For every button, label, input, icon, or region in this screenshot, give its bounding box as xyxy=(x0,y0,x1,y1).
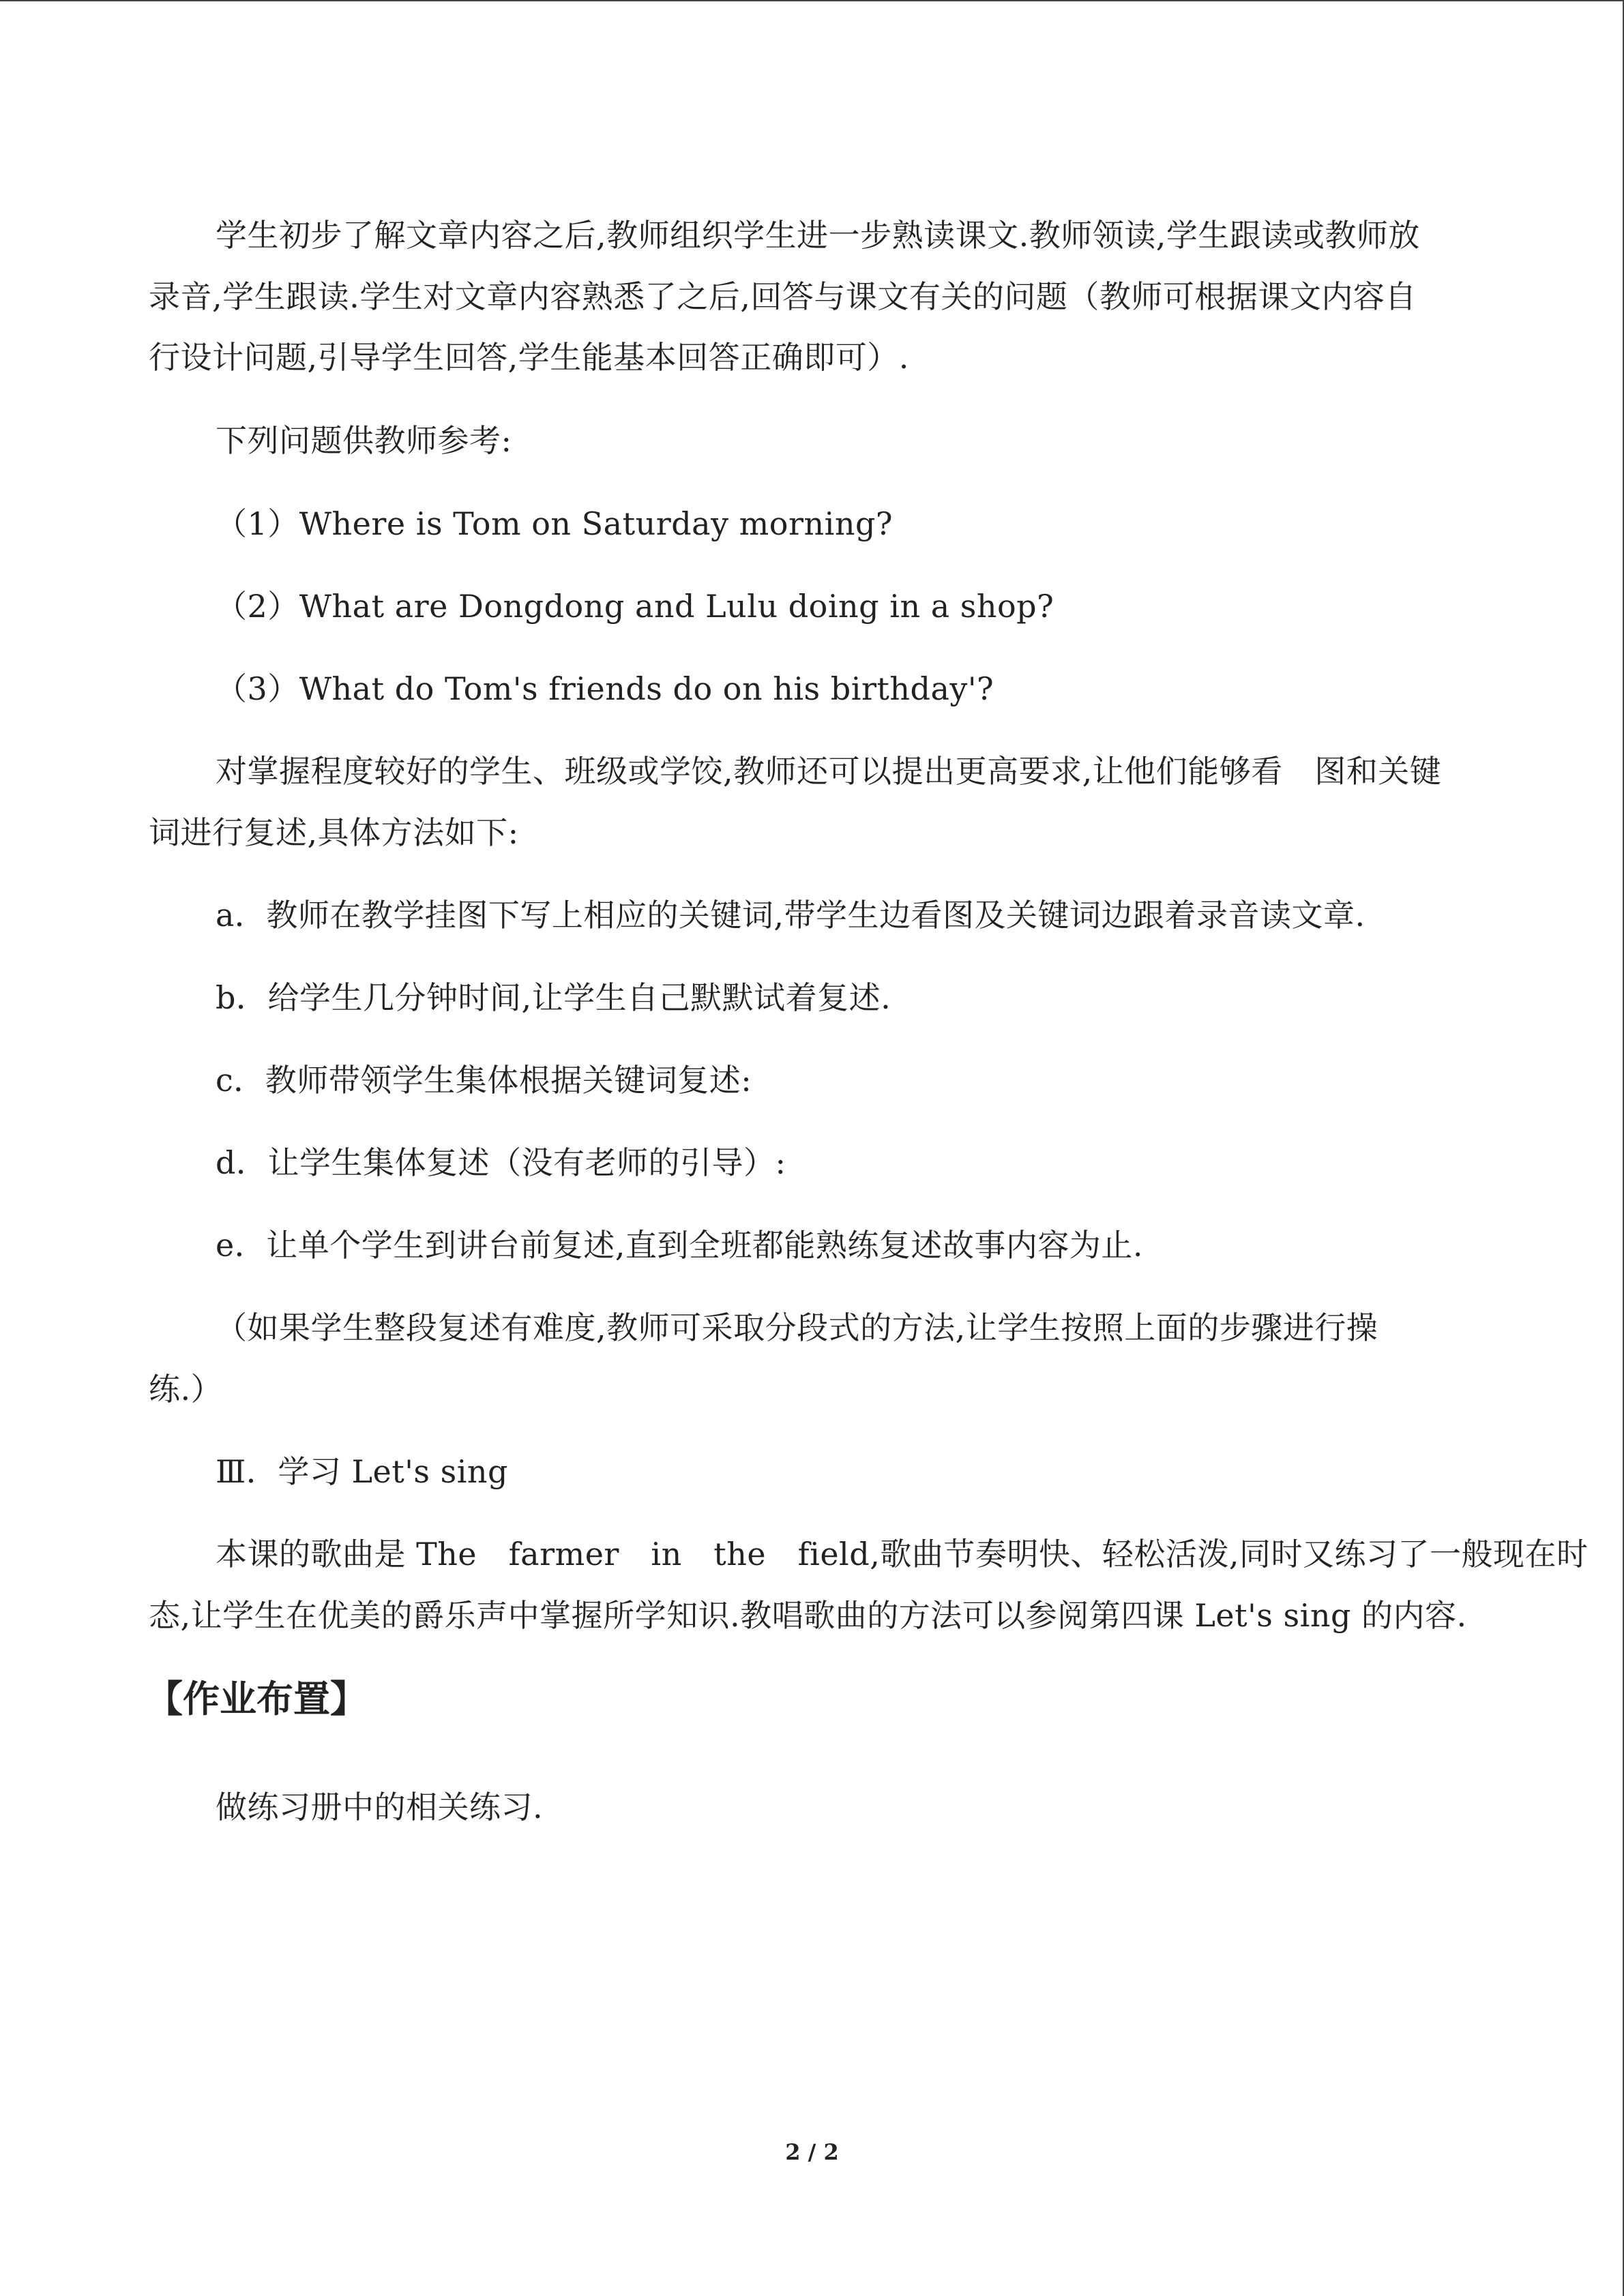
paragraph-intro-line-1: 学生初步了解文章内容之后,教师组织学生进一步熟读课文.教师领读,学生跟读或教师放 xyxy=(216,217,1420,254)
question-3: （3）What do Tom's friends do on his birthday'? xyxy=(216,670,994,707)
section-heading-lets-sing: Ⅲ．学习 Let's sing xyxy=(216,1453,509,1490)
step-b: b．给学生几分钟时间,让学生自己默默试着复述. xyxy=(216,979,891,1016)
paragraph-note-line-2: 练.） xyxy=(149,1371,223,1407)
step-c: c．教师带领学生集体根据关键词复述: xyxy=(216,1062,752,1099)
paragraph-song-line-1: 本课的歌曲是 The farmer in the field,歌曲节奏明快、轻松活泼,同时又练习了一般现在时 xyxy=(216,1536,1589,1572)
paragraph-retell-line-1: 对掌握程度较好的学生、班级或学饺,教师还可以提出更高要求,让他们能够看 图和关键 xyxy=(216,753,1442,790)
page-number: 2 / 2 xyxy=(785,2139,839,2165)
step-a: a．教师在教学挂图下写上相应的关键词,带学生边看图及关键词边跟着录音读文章. xyxy=(216,897,1365,934)
homework-heading: 【作业布置】 xyxy=(146,1678,367,1720)
questions-intro: 下列问题供教师参考: xyxy=(216,422,512,459)
paragraph-retell-line-2: 词进行复述,具体方法如下: xyxy=(149,814,519,851)
paragraph-note-line-1: （如果学生整段复述有难度,教师可采取分段式的方法,让学生按照上面的步骤进行操 xyxy=(216,1309,1378,1346)
paragraph-intro-line-3: 行设计问题,引导学生回答,学生能基本回答正确即可）. xyxy=(149,339,909,376)
question-2: （2）What are Dongdong and Lulu doing in a shop? xyxy=(216,588,1054,625)
step-e: e．让单个学生到讲台前复述,直到全班都能熟练复述故事内容为止. xyxy=(216,1227,1143,1264)
step-d: d．让学生集体复述（没有老师的引导）: xyxy=(216,1144,786,1181)
homework-text: 做练习册中的相关练习. xyxy=(216,1789,544,1825)
question-1: （1）Where is Tom on Saturday morning? xyxy=(216,505,894,542)
paragraph-intro-line-2: 录音,学生跟读.学生对文章内容熟悉了之后,回答与课文有关的问题（教师可根据课文内容自 xyxy=(149,278,1417,315)
paragraph-song-line-2: 态,让学生在优美的爵乐声中掌握所学知识.教唱歌曲的方法可以参阅第四课 Let's sing 的内容. xyxy=(149,1597,1467,1634)
